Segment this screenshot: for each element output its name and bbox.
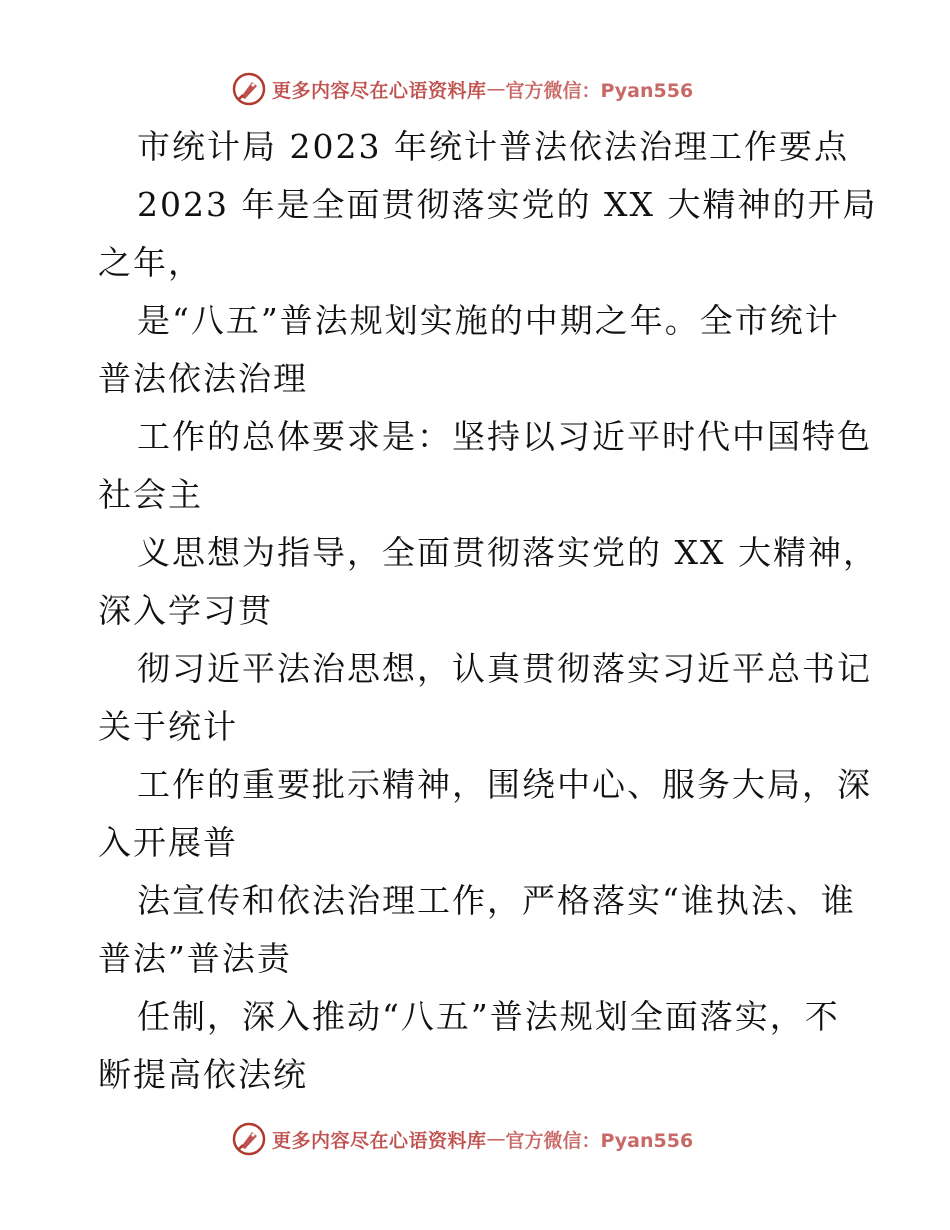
- body-line: 关于统计: [98, 707, 238, 746]
- body-line: 入开展普: [98, 823, 238, 862]
- body-line: 2023 年是全面贯彻落实党的 XX 大精神的开局: [137, 185, 878, 224]
- body-line: 深入学习贯: [98, 591, 273, 630]
- body-line: 义思想为指导，全面贯彻落实党的 XX 大精神，: [137, 533, 878, 572]
- document-title: 市统计局 2023 年统计普法依法治理工作要点: [137, 127, 849, 166]
- body-line: 是“八五”普法规划实施的中期之年。全市统计: [137, 301, 840, 340]
- watermark-text: 更多内容尽在心语资料库: [272, 79, 487, 102]
- watermark-contact: 官方微信：Pyan556: [505, 79, 694, 102]
- body-line: 断提高依法统: [98, 1055, 308, 1094]
- watermark-separator: —: [486, 78, 506, 100]
- body-line: 社会主: [98, 475, 203, 514]
- body-line: 工作的重要批示精神，围绕中心、服务大局，深: [137, 765, 872, 804]
- body-line: 普法依法治理: [98, 359, 308, 398]
- pen-nib-logo-icon: [232, 1122, 266, 1156]
- watermark-separator: —: [486, 1128, 506, 1150]
- body-line: 任制，深入推动“八五”普法规划全面落实，不: [137, 997, 840, 1036]
- body-line: 彻习近平法治思想，认真贯彻落实习近平总书记: [137, 649, 872, 688]
- body-line: 之年，: [98, 243, 203, 282]
- watermark-text: 更多内容尽在心语资料库: [272, 1129, 487, 1152]
- header-watermark: [232, 71, 693, 107]
- body-line: 普法”普法责: [98, 939, 292, 978]
- pen-nib-logo-icon: [232, 72, 266, 106]
- body-line: 工作的总体要求是：坚持以习近平时代中国特色: [137, 417, 872, 456]
- watermark-contact: 官方微信：Pyan556: [505, 1129, 694, 1152]
- body-line: 法宣传和依法治理工作，严格落实“谁执法、谁: [137, 881, 856, 920]
- footer-watermark: [232, 1121, 693, 1157]
